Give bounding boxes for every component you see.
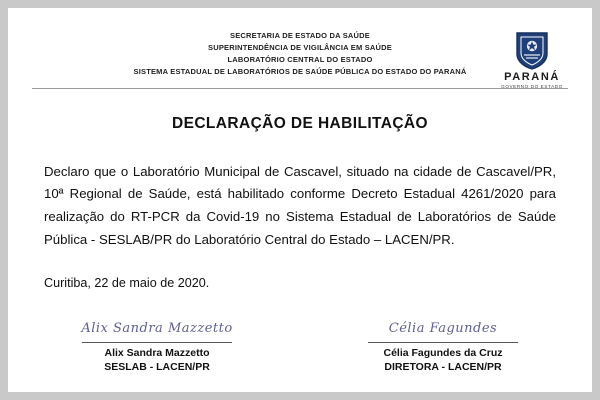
signature-line [368, 342, 518, 343]
header-line-4: SISTEMA ESTADUAL DE LABORATÓRIOS DE SAÚDE PÚBLICA DO ESTADO DO PARANÁ [133, 67, 467, 77]
signature-line [82, 342, 232, 343]
signatory-role: SESLAB - LACEN/PR [104, 360, 210, 373]
parana-crest [496, 30, 568, 89]
crest-subtitle: GOVERNO DO ESTADO [501, 84, 563, 89]
shield-icon [515, 30, 549, 70]
place-and-date: Curitiba, 22 de maio de 2020. [44, 275, 210, 290]
page-title: DECLARAÇÃO DE HABILITAÇÃO [172, 114, 428, 132]
header-line-2: SUPERINTENDÊNCIA DE VIGILÂNCIA EM SAÚDE [208, 43, 392, 53]
header-agency-lines [85, 30, 515, 79]
header-line-3: LABORATÓRIO CENTRAL DO ESTADO [227, 55, 373, 65]
crest-state-name: PARANÁ [504, 71, 560, 83]
signatory-name: Célia Fagundes da Cruz [383, 346, 503, 359]
signatory-role: DIRETORA - LACEN/PR [384, 360, 502, 373]
signatory-name: Alix Sandra Mazzetto [104, 346, 210, 359]
signature-block-left [62, 316, 252, 374]
document-page [8, 8, 592, 392]
declaration-body: Declaro que o Laboratório Municipal de Cascavel, situado na cidade de Cascavel/PR, 10ª Regional de Saúde, está habilitado conforme Decreto Estadual 4261/2020 para realização do RT-PCR da Covid-19 no Sistema Estadual de Laboratórios de Saúde Pública - SESLAB/PR do Laboratório Central do Estado – LACEN/PR. [44, 163, 556, 248]
handwritten-signature: Célia Fagundes [388, 320, 498, 336]
document-header [8, 8, 592, 89]
handwritten-signature: Alix Sandra Mazzetto [81, 320, 233, 336]
header-line-1: SECRETARIA DE ESTADO DA SAÚDE [230, 31, 370, 40]
signature-block-right [348, 316, 538, 374]
header-divider [32, 88, 568, 89]
signature-area [8, 316, 592, 374]
